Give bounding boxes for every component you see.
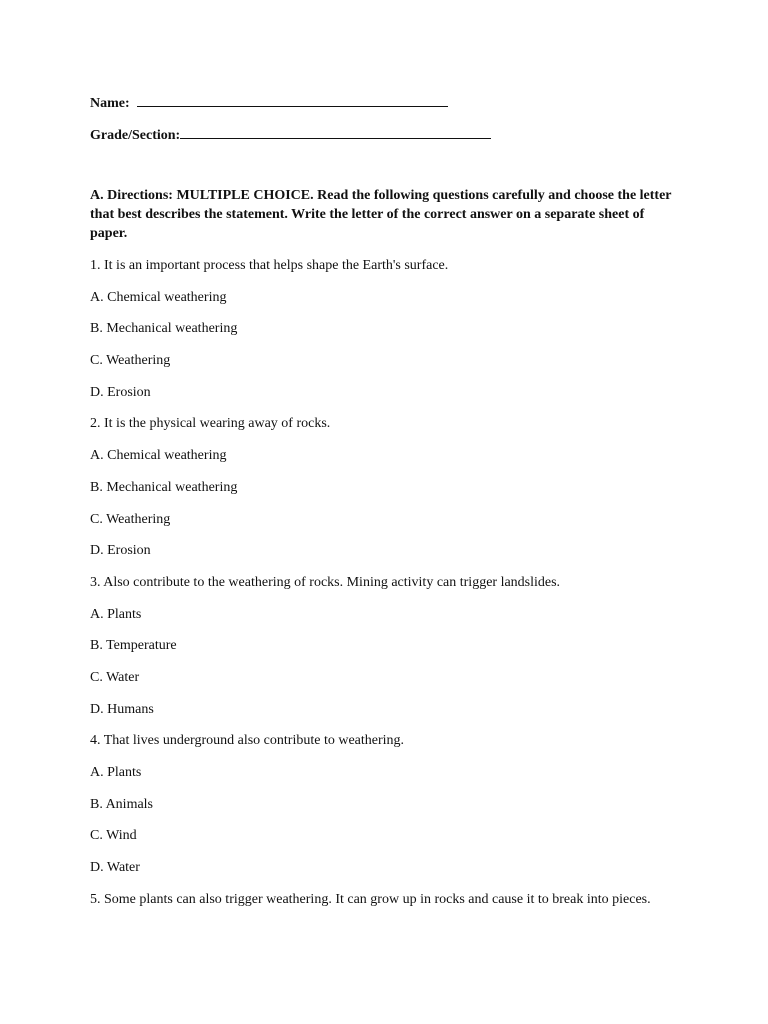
name-field <box>90 92 448 113</box>
grade-section-label: Grade/Section: <box>90 128 181 143</box>
question-4-option-c: C. Wind <box>90 828 137 844</box>
question-3-option-c: C. Water <box>90 669 140 685</box>
question-3-option-b: B. Temperature <box>90 638 177 654</box>
question-1-option-c: C. Weathering <box>90 353 171 369</box>
question-1-option-d: D. Erosion <box>90 384 151 400</box>
question-3: 3. Also contribute to the weathering of rocks. Mining activity can trigger landslides. <box>90 574 561 590</box>
question-4-option-b: B. Animals <box>90 796 154 812</box>
question-2-option-a: A. Chemical weathering <box>90 448 227 464</box>
question-2-option-d: D. Erosion <box>90 543 151 559</box>
question-4-option-d: D. Water <box>90 860 140 876</box>
question-2-option-b: B. Mechanical weathering <box>90 479 238 495</box>
grade-section-field <box>90 124 491 145</box>
question-3-option-d: D. Humans <box>90 701 154 717</box>
question-5: 5. Some plants can also trigger weathering. It can grow up in rocks and cause it to break into pieces. <box>90 891 651 907</box>
question-2: 2. It is the physical wearing away of rocks. <box>90 416 331 432</box>
question-1-option-a: A. Chemical weathering <box>90 289 227 305</box>
question-4-option-a: A. Plants <box>90 765 142 780</box>
name-label: Name: <box>90 96 130 111</box>
name-blank-line[interactable] <box>137 92 448 107</box>
question-list <box>90 256 680 921</box>
question-1: 1. It is an important process that helps shape the Earth's surface. <box>90 258 449 273</box>
question-3-option-a: A. Plants <box>90 606 142 622</box>
directions-text: A. Directions: MULTIPLE CHOICE. Read the following questions carefully and choose the letter that best describes the statement. Write the letter of the correct answer on a separate sheet of paper. <box>90 188 672 241</box>
question-4: 4. That lives underground also contribute to weathering. <box>90 733 405 749</box>
question-2-option-c: C. Weathering <box>90 511 171 527</box>
grade-section-blank-line[interactable] <box>180 124 491 139</box>
question-1-option-b: B. Mechanical weathering <box>90 321 238 337</box>
